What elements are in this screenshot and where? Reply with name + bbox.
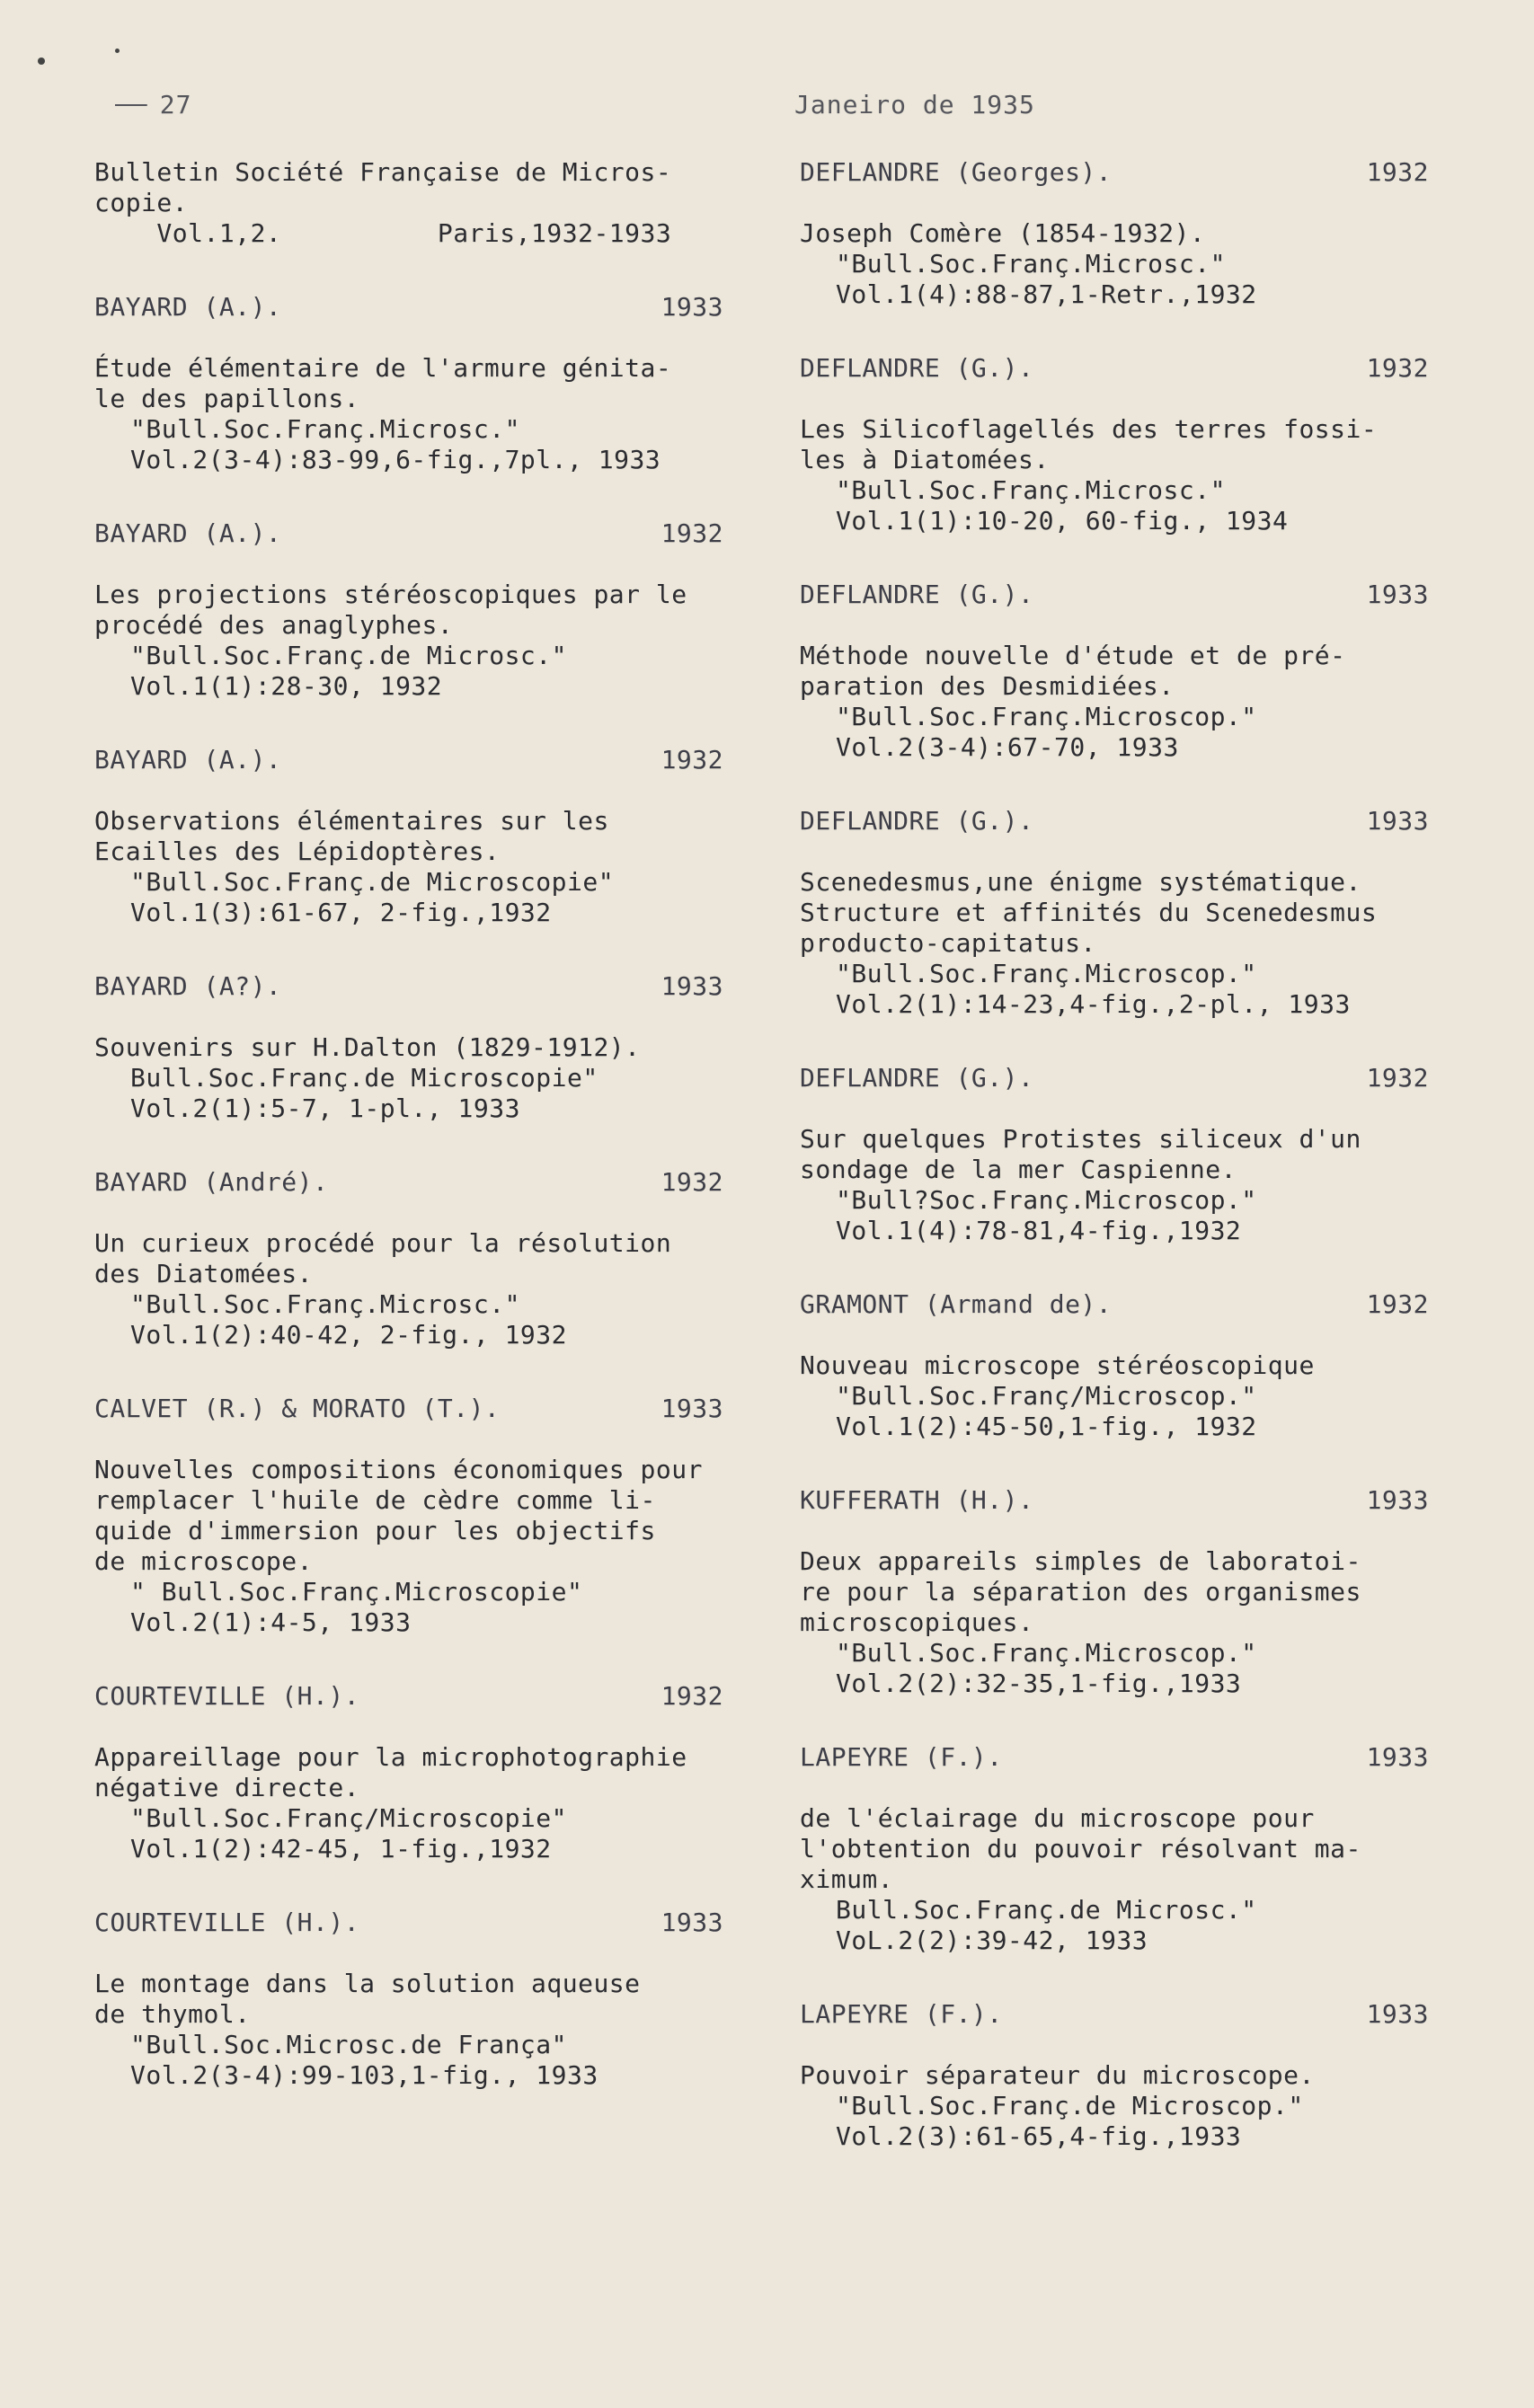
entry-year: 1933 (661, 292, 723, 322)
citation-line: le des papillons. (94, 384, 360, 413)
citation-line: les à Diatomées. (800, 445, 1050, 474)
citation-line: Vol.1(2):40-42, 2-fig., 1932 (130, 1320, 568, 1350)
citation-line: Ecailles des Lépidoptères. (94, 837, 501, 866)
citation-line: Vol.2(2):32-35,1-fig.,1933 (836, 1669, 1242, 1698)
entry-citation (94, 353, 804, 475)
citation-line: paration des Desmidiées. (800, 671, 1175, 701)
citation-line: Vol.1(2):42-45, 1-fig.,1932 (130, 1834, 552, 1864)
entry-author: DEFLANDRE (G.). (800, 1063, 1034, 1093)
citation-line: "Bull.Soc.Franç.de Microscopie" (130, 867, 615, 897)
citation-line: "Bull?Soc.Franç.Microscop." (836, 1185, 1257, 1215)
entry-year: 1933 (1366, 1742, 1429, 1772)
citation-line: Sur quelques Protistes siliceux d'un (800, 1124, 1361, 1154)
citation-line: microscopiques. (800, 1607, 1034, 1637)
entry-author: LAPEYRE (F.). (800, 1742, 1003, 1772)
citation-line: VoL.2(2):39-42, 1933 (836, 1926, 1148, 1955)
entry-citation (94, 1969, 804, 2091)
citation-line: "Bull.Soc.Franç.de Microscop." (836, 2091, 1304, 2120)
bibliography-entry (94, 1681, 804, 1864)
entry-author: LAPEYRE (F.). (800, 1999, 1003, 2029)
citation-line: " Bull.Soc.Franç.Microscopie" (130, 1577, 583, 1607)
entry-citation (800, 218, 1510, 310)
bibliography-entry (94, 1908, 804, 2091)
bibliography-entry (800, 806, 1510, 1020)
entry-citation (800, 414, 1510, 536)
ink-dot (38, 58, 45, 65)
entry-author: DEFLANDRE (G.). (800, 806, 1034, 836)
entry-heading (800, 157, 1429, 188)
citation-line: re pour la séparation des organismes (800, 1577, 1361, 1607)
bibliography-entry (94, 1394, 804, 1638)
entry-citation (94, 157, 804, 249)
bibliography-entry (800, 1289, 1510, 1442)
bibliography-entry (800, 1742, 1510, 1956)
citation-line: Observations élémentaires sur les (94, 806, 609, 836)
bibliography-entry (94, 745, 804, 928)
citation-line: Vol.2(1):14-23,4-fig.,2-pl., 1933 (836, 989, 1351, 1019)
citation-line: Vol.1,2. Paris,1932-1933 (94, 218, 672, 248)
citation-line: Vol.1(1):10-20, 60-fig., 1934 (836, 506, 1289, 536)
bibliography-entry (800, 1485, 1510, 1699)
page-date: Janeiro de 1935 (794, 90, 1035, 120)
entry-heading (800, 353, 1429, 384)
bibliography-entry (94, 157, 804, 249)
entry-citation (800, 1546, 1510, 1699)
entry-year: 1933 (661, 971, 723, 1001)
entry-year: 1932 (661, 745, 723, 775)
entry-author: COURTEVILLE (H.). (94, 1681, 360, 1711)
entry-citation (94, 806, 804, 928)
citation-line: Méthode nouvelle d'étude et de pré- (800, 641, 1346, 670)
entry-heading (800, 806, 1429, 837)
entry-heading (800, 580, 1429, 610)
citation-line: Vol.1(2):45-50,1-fig., 1932 (836, 1412, 1257, 1441)
citation-line: Vol.2(3):61-65,4-fig.,1933 (836, 2121, 1242, 2151)
entry-citation (94, 1455, 804, 1638)
entry-heading (94, 1394, 723, 1424)
entry-author: DEFLANDRE (G.). (800, 580, 1034, 609)
bibliography-entry (800, 1063, 1510, 1246)
entry-author: CALVET (R.) & MORATO (T.). (94, 1394, 501, 1423)
bibliography-entry (800, 353, 1510, 536)
bibliography-entry (800, 580, 1510, 763)
entry-citation (800, 2060, 1510, 2152)
citation-line: Les projections stéréoscopiques par le (94, 580, 687, 609)
citation-line: Joseph Comère (1854-1932). (800, 218, 1206, 248)
left-column (94, 157, 804, 2134)
citation-line: "Bull.Soc.Microsc.de França" (130, 2030, 568, 2059)
entry-citation (94, 1228, 804, 1350)
citation-line: ximum. (800, 1864, 894, 1894)
entry-author: BAYARD (A.). (94, 292, 282, 322)
citation-line: "Bull.Soc.Franç/Microscop." (836, 1381, 1257, 1411)
entry-year: 1932 (661, 1681, 723, 1711)
page-number: 27 (159, 90, 192, 120)
entry-heading (800, 1999, 1429, 2030)
citation-line: Vol.2(1):4-5, 1933 (130, 1607, 412, 1637)
citation-line: de l'éclairage du microscope pour (800, 1803, 1315, 1833)
entry-citation (94, 580, 804, 702)
entry-heading (800, 1742, 1429, 1773)
entry-citation (800, 867, 1510, 1020)
right-column (800, 157, 1510, 2195)
entry-author: BAYARD (A?). (94, 971, 282, 1001)
citation-line: quide d'immersion pour les objectifs (94, 1516, 656, 1545)
entry-heading (94, 518, 723, 549)
entry-year: 1933 (661, 1394, 723, 1423)
entry-author: GRAMONT (Armand de). (800, 1289, 1113, 1319)
entry-year: 1933 (1366, 580, 1429, 609)
entry-heading (800, 1485, 1429, 1516)
bibliography-entry (94, 971, 804, 1124)
bibliography-entry (94, 292, 804, 475)
bibliography-entry (800, 157, 1510, 310)
entry-year: 1933 (1366, 1485, 1429, 1515)
citation-line: Structure et affinités du Scenedesmus (800, 898, 1378, 927)
citation-line: Vol.2(3-4):99-103,1-fig., 1933 (130, 2060, 599, 2090)
citation-line: Étude élémentaire de l'armure génita- (94, 353, 672, 383)
citation-line: Appareillage pour la microphotographie (94, 1742, 687, 1772)
citation-line: "Bull.Soc.Franç/Microscopie" (130, 1803, 568, 1833)
citation-line: Souvenirs sur H.Dalton (1829-1912). (94, 1032, 641, 1062)
citation-line: Nouveau microscope stéréoscopique (800, 1350, 1315, 1380)
citation-line: Bulletin Société Française de Micros- (94, 157, 672, 187)
citation-line: Bull.Soc.Franç.de Microsc." (836, 1895, 1257, 1925)
entry-heading (94, 1908, 723, 1938)
citation-line: des Diatomées. (94, 1259, 314, 1288)
citation-line: Bull.Soc.Franç.de Microscopie" (130, 1063, 599, 1093)
entry-author: BAYARD (A.). (94, 518, 282, 548)
entry-year: 1932 (661, 518, 723, 548)
citation-line: l'obtention du pouvoir résolvant ma- (800, 1834, 1361, 1864)
citation-line: Vol.1(3):61-67, 2-fig.,1932 (130, 898, 552, 927)
citation-line: "Bull.Soc.Franç.Microscop." (836, 959, 1257, 988)
bibliography-entry (94, 518, 804, 702)
citation-line: Vol.2(3-4):67-70, 1933 (836, 732, 1179, 762)
entry-heading (94, 292, 723, 323)
citation-line: "Bull.Soc.Franç.Microsc." (130, 414, 520, 444)
entry-year: 1933 (661, 1908, 723, 1937)
citation-line: producto-capitatus. (800, 928, 1096, 958)
entry-author: COURTEVILLE (H.). (94, 1908, 360, 1937)
citation-line: "Bull.Soc.Franç.de Microsc." (130, 641, 568, 670)
bibliography-entry (94, 1167, 804, 1350)
entry-year: 1933 (1366, 1999, 1429, 2029)
entry-heading (94, 745, 723, 775)
bibliography-entry (800, 1999, 1510, 2152)
citation-line: Le montage dans la solution aqueuse (94, 1969, 641, 1998)
citation-line: Vol.1(4):88-87,1-Retr.,1932 (836, 279, 1257, 309)
citation-line: Les Silicoflagellés des terres fossi- (800, 414, 1378, 444)
entry-year: 1932 (1366, 1289, 1429, 1319)
entry-author: DEFLANDRE (Georges). (800, 157, 1113, 187)
citation-line: "Bull.Soc.Franç.Microsc." (836, 475, 1226, 505)
entry-year: 1932 (661, 1167, 723, 1197)
entry-citation (800, 641, 1510, 763)
citation-line: procédé des anaglyphes. (94, 610, 454, 640)
entry-citation (94, 1032, 804, 1124)
citation-line: sondage de la mer Caspienne. (800, 1155, 1237, 1184)
citation-line: Vol.1(4):78-81,4-fig.,1932 (836, 1216, 1242, 1245)
citation-line: Deux appareils simples de laboratoi- (800, 1546, 1361, 1576)
citation-line: Nouvelles compositions économiques pour (94, 1455, 703, 1484)
citation-line: Vol.2(3-4):83-99,6-fig.,7pl., 1933 (130, 445, 661, 474)
entry-citation (800, 1124, 1510, 1246)
citation-line: "Bull.Soc.Franç.Microscop." (836, 1638, 1257, 1668)
citation-line: négative directe. (94, 1773, 360, 1802)
citation-line: de microscope. (94, 1546, 314, 1576)
entry-year: 1932 (1366, 1063, 1429, 1093)
entry-year: 1933 (1366, 806, 1429, 836)
citation-line: remplacer l'huile de cèdre comme li- (94, 1485, 656, 1515)
entry-citation (800, 1350, 1510, 1442)
entry-author: KUFFERATH (H.). (800, 1485, 1034, 1515)
entry-year: 1932 (1366, 353, 1429, 383)
entry-year: 1932 (1366, 157, 1429, 187)
citation-line: Vol.2(1):5-7, 1-pl., 1933 (130, 1093, 520, 1123)
entry-citation (800, 1803, 1510, 1956)
citation-line: copie. (94, 188, 189, 217)
entry-heading (800, 1063, 1429, 1093)
citation-line: de thymol. (94, 1999, 251, 2029)
citation-line: "Bull.Soc.Franç.Microsc." (130, 1289, 520, 1319)
entry-heading (94, 1167, 723, 1198)
citation-line: Pouvoir séparateur du microscope. (800, 2060, 1315, 2090)
entry-author: BAYARD (André). (94, 1167, 329, 1197)
citation-line: Vol.1(1):28-30, 1932 (130, 671, 443, 701)
entry-heading (94, 1681, 723, 1712)
citation-line: "Bull.Soc.Franç.Microsc." (836, 249, 1226, 279)
entry-heading (94, 971, 723, 1002)
citation-line: Un curieux procédé pour la résolution (94, 1228, 672, 1258)
citation-line: "Bull.Soc.Franç.Microscop." (836, 702, 1257, 731)
entry-citation (94, 1742, 804, 1864)
entry-author: DEFLANDRE (G.). (800, 353, 1034, 383)
entry-author: BAYARD (A.). (94, 745, 282, 775)
entry-heading (800, 1289, 1429, 1320)
citation-line: Scenedesmus,une énigme systématique. (800, 867, 1361, 897)
ink-dot (115, 49, 120, 53)
